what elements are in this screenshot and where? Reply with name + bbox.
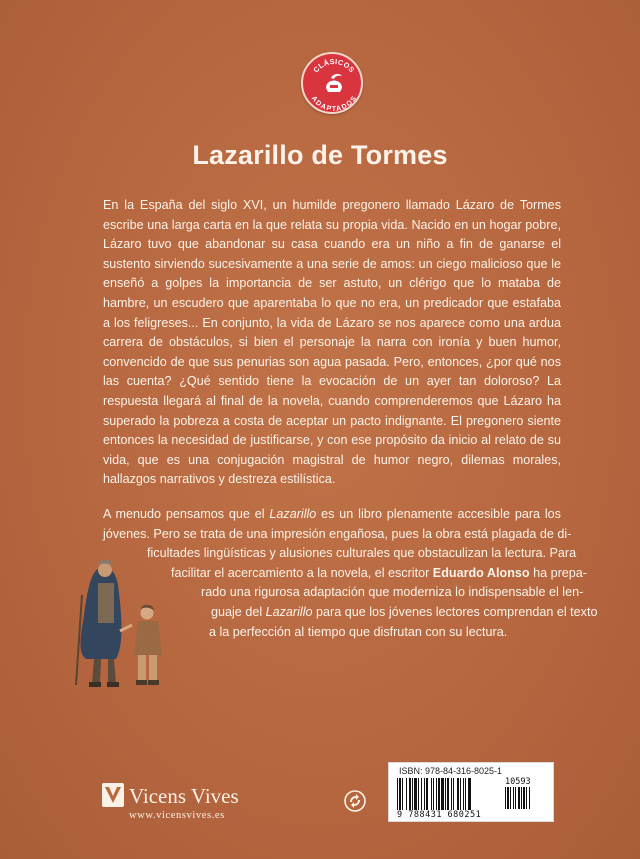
adaptation-line-3: ficultades lingüísticas y alusiones culturales que obstaculizan la lectura. Para xyxy=(147,546,577,561)
barcode-bar xyxy=(468,778,471,812)
seal-bottom-text: ADAPTADOS xyxy=(309,95,359,114)
barcode-bar xyxy=(399,778,401,812)
seal-graphic xyxy=(303,54,365,116)
barcode-bar xyxy=(418,778,419,812)
isbn-label: ISBN: 978-84-316-8025-1 xyxy=(399,766,503,776)
barcode-bar xyxy=(409,778,411,812)
barcode-bar xyxy=(424,778,425,812)
addon-bar xyxy=(526,787,527,809)
publisher-mark-icon xyxy=(102,783,124,807)
barcode-bar xyxy=(451,778,452,812)
addon-bar xyxy=(518,787,520,809)
publisher-name: Vicens Vives xyxy=(129,784,239,808)
ean-barcode xyxy=(397,778,501,812)
svg-text:ADAPTADOS xyxy=(310,95,359,113)
lazarillo-illustration xyxy=(72,555,182,695)
addon-bar xyxy=(507,787,509,809)
adaptation-line-5: rado una rigurosa adaptación que moderniza lo indispensable el len- xyxy=(201,585,584,600)
barcode-bar xyxy=(406,778,407,812)
adaptation-line-1: A menudo pensamos que el Lazarillo es un libro plenamente accesible para los xyxy=(103,507,561,521)
barcode-bar xyxy=(463,778,464,812)
barcode-bar xyxy=(447,778,449,812)
barcode-bar xyxy=(436,778,437,812)
barcode-bar xyxy=(457,778,459,812)
barcode-bar xyxy=(453,778,454,812)
barcode-bar xyxy=(402,778,403,812)
barcode-bar xyxy=(414,778,417,812)
publisher-url[interactable]: www.vicensvives.es xyxy=(129,810,225,821)
recycle-icon xyxy=(344,790,366,812)
adaptation-line-6: guaje del Lazarillo para que los jóvenes lectores comprendan el texto xyxy=(211,604,598,619)
barcode-bar xyxy=(412,778,413,812)
adaptation-line-7: a la perfección al tiempo que disfrutan con su lectura. xyxy=(209,624,508,639)
addon-bar xyxy=(515,787,516,809)
barcode-bar xyxy=(421,778,422,812)
addon-code: 10593 xyxy=(505,777,531,787)
adaptation-line-4: facilitar el acercamiento a la novela, el escritor Eduardo Alonso ha prepa- xyxy=(171,565,588,580)
isbn-barcode xyxy=(388,762,554,822)
barcode-bar xyxy=(438,778,440,812)
addon-bar xyxy=(510,787,511,809)
adaptation-line-2: jóvenes. Pero se trata de una impresión engañosa, pues la obra está plagada de di- xyxy=(103,526,572,541)
addon-bar xyxy=(529,787,530,809)
barcode-digits: 9 788431 680251 xyxy=(397,810,482,820)
barcode-bar xyxy=(397,778,398,812)
barcode-bar xyxy=(460,778,461,812)
helmet-icon xyxy=(326,74,342,92)
barcode-bar xyxy=(465,778,466,812)
addon-barcode xyxy=(505,787,547,811)
barcode-bar xyxy=(445,778,446,812)
svg-text:CLÁSICOS xyxy=(311,57,356,74)
publisher-logo[interactable] xyxy=(102,780,252,830)
barcode-bar xyxy=(426,778,428,812)
addon-bar xyxy=(521,787,522,809)
addon-bar xyxy=(505,787,506,809)
addon-bar xyxy=(523,787,525,809)
barcode-bar xyxy=(433,778,434,812)
clasicos-adaptados-seal xyxy=(301,52,363,114)
seal-top-text: CLÁSICOS xyxy=(311,56,357,75)
synopsis-paragraph: En la España del siglo XVI, un humilde pregonero llamado Lázaro de Tormes escribe una larga carta en la que relata su propia vida. Nacido en un hogar pobre, Lázaro tuvo que abandonar su casa cuando era un niño a fin de ganarse el sustento sirviendo sucesivamente a una serie de amos: un ciego malicioso que le enseñó a golpes la importancia de ser astuto, un clérigo que lo mataba de hambre, un escudero que aparentaba lo que no era, un predicador que estafaba a los feligreses... En conjunto, la vida de Lázaro se nos aparece como una ardua carrera de obstáculos, si bien el personaje la narra con ironía y buen humor, convencido de que sus penurias son agua pasada. Pero, entonces, ¿por qué nos las cuenta? ¿Qué sentido tiene la evocación de un ayer tan doloroso? La respuesta llegará al final de la novela, cuando comprenderemos que Lázaro ha superado la pobreza a costa de aceptar un pacto indignante. El pregonero siente entonces la necesidad de justificarse, y con ese propósito da inicio al relato de su vida, que es una conjugación magistral de humor negro, dilemas morales, hallazgos narrativos y destreza estilística. xyxy=(103,198,561,487)
barcode-bar xyxy=(441,778,444,812)
book-title: Lazarillo de Tormes xyxy=(192,140,448,170)
barcode-bar xyxy=(431,778,432,812)
addon-bar xyxy=(513,787,514,809)
